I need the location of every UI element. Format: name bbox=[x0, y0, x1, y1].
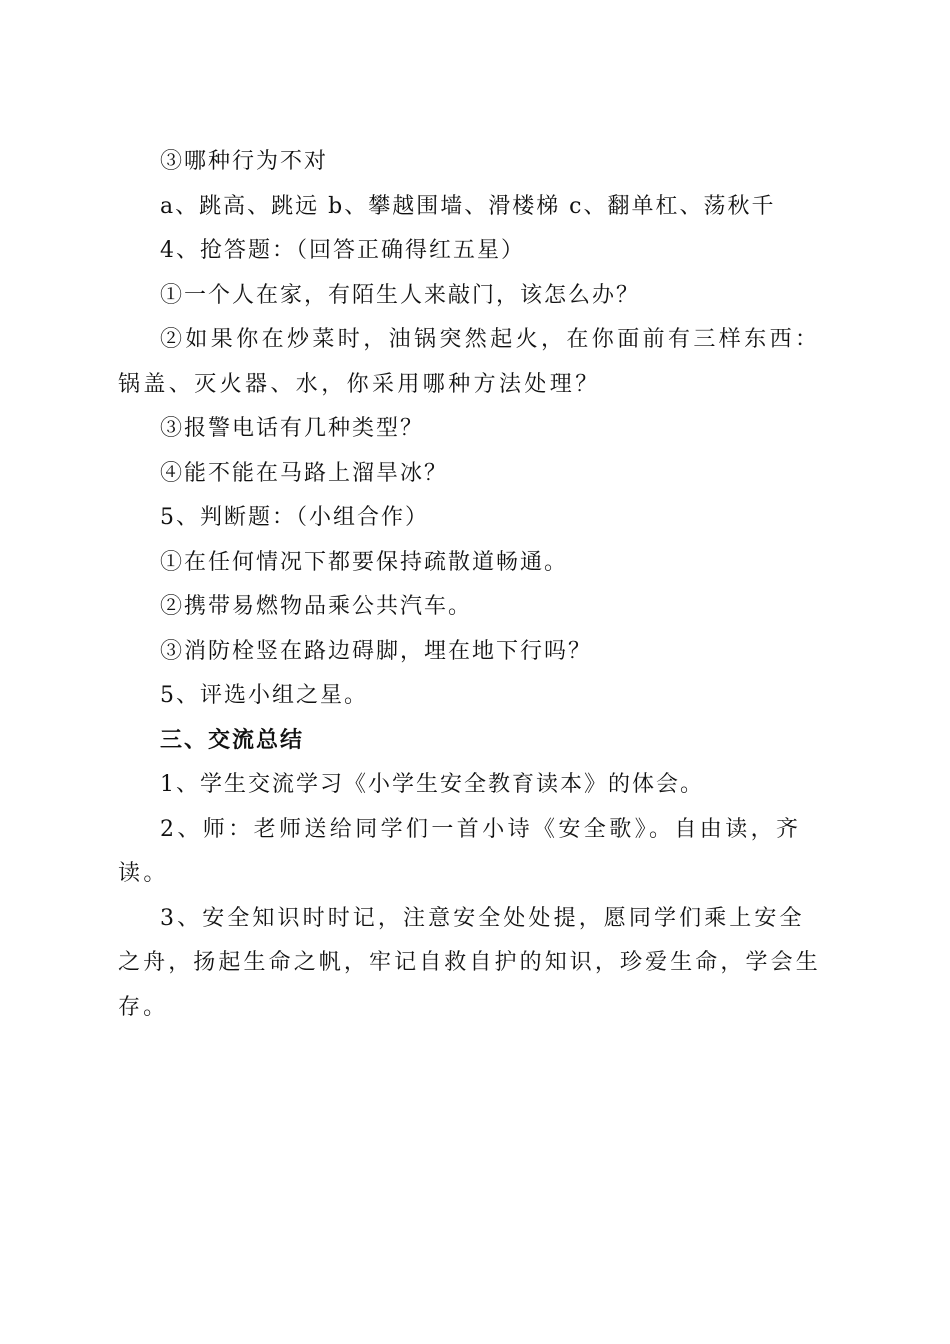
question-3-options: a、跳高、跳远 b、攀越围墙、滑楼梯 c、翻单杠、荡秋千 bbox=[160, 193, 776, 219]
summary-item-3: 3、安全知识时时记，注意安全处处提，愿同学们乘上安全之舟，扬起生命之帆，牢记自救自护的知识，珍爱生命，学会生存。 bbox=[118, 905, 821, 1020]
quick-answer-q4: ④能不能在马路上溜旱冰？ bbox=[160, 460, 449, 486]
section-heading: 三、交流总结 bbox=[160, 727, 305, 753]
judgement-q1: ①在任何情况下都要保持疏散道畅通。 bbox=[160, 549, 569, 575]
group-star-item: 5、评选小组之星。 bbox=[160, 683, 368, 708]
quick-answer-q1: ①一个人在家，有陌生人来敲门，该怎么办？ bbox=[160, 282, 641, 308]
quick-answer-title: 4、抢答题：（回答正确得红五星） bbox=[160, 238, 525, 263]
quick-answer-q3: ③报警电话有几种类型？ bbox=[160, 416, 425, 441]
quick-answer-q2: ②如果你在炒菜时，油锅突然起火，在你面前有三样东西：锅盖、灭火器、水，你采用哪种方法处理？ bbox=[118, 327, 821, 397]
question-3-text: ③哪种行为不对 bbox=[160, 149, 329, 174]
summary-item-1: 1、学生交流学习《小学生安全教育读本》的体会。 bbox=[160, 772, 704, 797]
judgement-q3: ③消防栓竖在路边碍脚，埋在地下行吗？ bbox=[160, 638, 593, 664]
summary-item-2: 2、师：老师送给同学们一首小诗《安全歌》。自由读，齐读。 bbox=[118, 816, 802, 886]
judgement-title: 5、判断题：（小组合作） bbox=[160, 505, 429, 530]
document-body bbox=[118, 140, 828, 1030]
judgement-q2: ②携带易燃物品乘公共汽车。 bbox=[160, 594, 473, 619]
